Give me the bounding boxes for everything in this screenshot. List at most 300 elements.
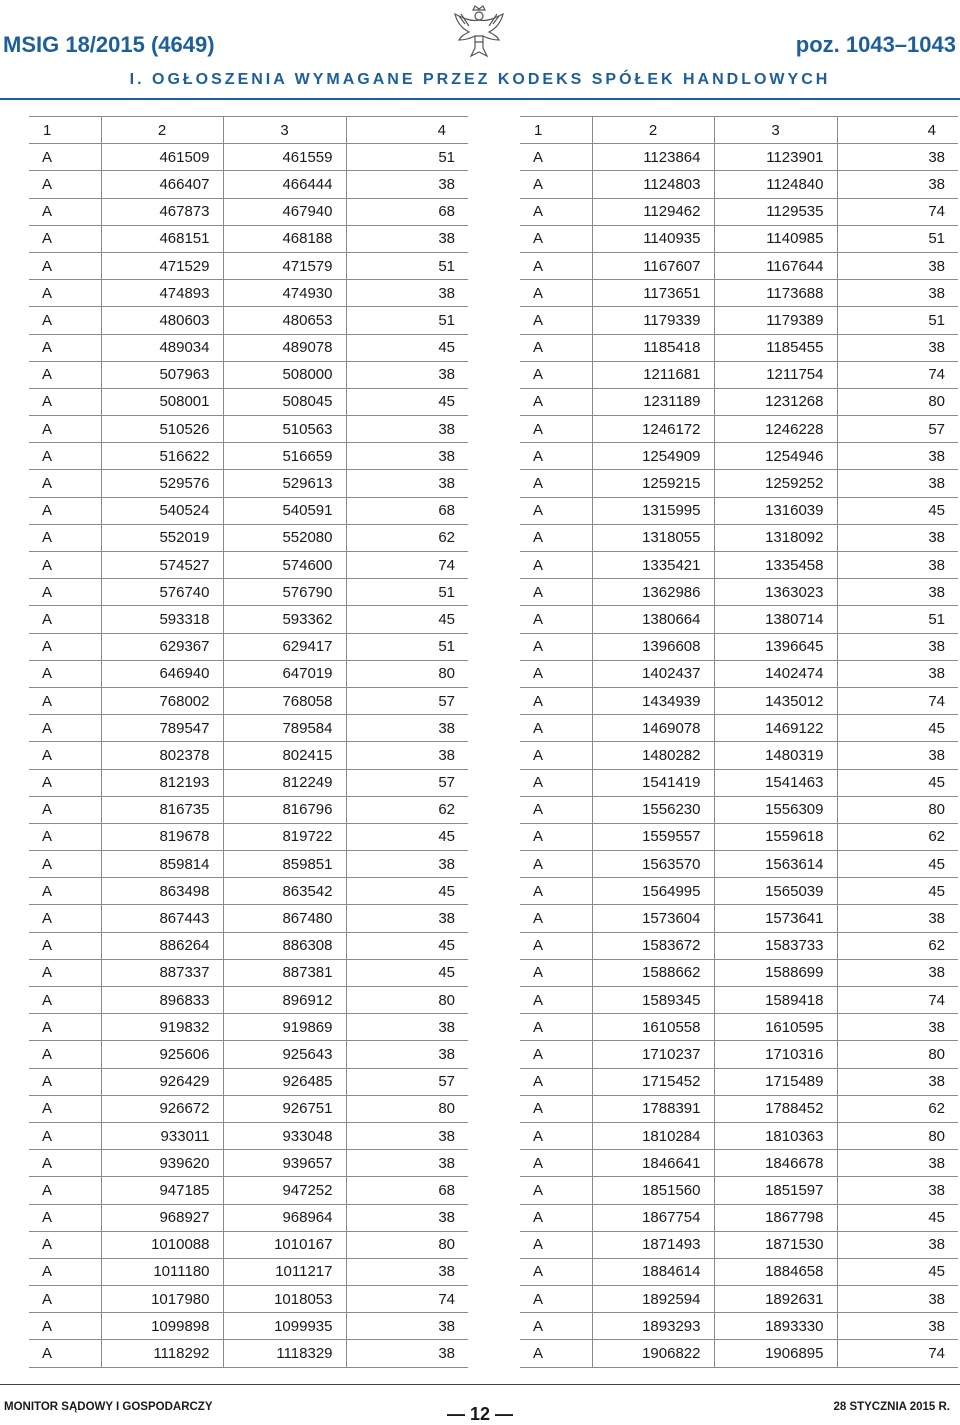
table-row bbox=[520, 823, 958, 850]
table-cell: 1173651 bbox=[592, 280, 714, 307]
table-cell: 1480319 bbox=[714, 742, 837, 769]
table-cell: 1140985 bbox=[714, 225, 837, 252]
table-cell: 45 bbox=[346, 959, 468, 986]
table-cell: A bbox=[520, 497, 592, 524]
table-row bbox=[520, 144, 958, 171]
table-cell: A bbox=[29, 660, 101, 687]
table-cell: 51 bbox=[837, 606, 958, 633]
share-table-left bbox=[29, 116, 468, 1368]
table-cell: A bbox=[520, 1313, 592, 1340]
table-cell: 45 bbox=[346, 823, 468, 850]
table-cell: A bbox=[520, 416, 592, 443]
table-cell: A bbox=[520, 225, 592, 252]
table-cell: 1231268 bbox=[714, 388, 837, 415]
table-cell: 1715489 bbox=[714, 1068, 837, 1095]
table-row bbox=[29, 1177, 468, 1204]
table-cell: A bbox=[520, 742, 592, 769]
table-row bbox=[29, 987, 468, 1014]
table-cell: 1884658 bbox=[714, 1258, 837, 1285]
table-cell: 489078 bbox=[223, 334, 346, 361]
table-cell: 1867798 bbox=[714, 1204, 837, 1231]
table-cell: A bbox=[29, 851, 101, 878]
table-cell: 68 bbox=[346, 497, 468, 524]
table-cell: 819722 bbox=[223, 823, 346, 850]
table-cell: 38 bbox=[837, 1150, 958, 1177]
table-cell: 576740 bbox=[101, 579, 223, 606]
table-cell: 45 bbox=[346, 606, 468, 633]
table-cell: 816735 bbox=[101, 796, 223, 823]
table-row bbox=[29, 1340, 468, 1367]
table-cell: 1179389 bbox=[714, 307, 837, 334]
table-row bbox=[520, 334, 958, 361]
table-row bbox=[520, 552, 958, 579]
table-cell: 507963 bbox=[101, 361, 223, 388]
table-cell: 45 bbox=[837, 497, 958, 524]
table-cell: 80 bbox=[346, 987, 468, 1014]
table-cell: 1589418 bbox=[714, 987, 837, 1014]
table-cell: A bbox=[29, 225, 101, 252]
table-cell: A bbox=[520, 823, 592, 850]
table-cell: 1573604 bbox=[592, 905, 714, 932]
table-cell: A bbox=[29, 878, 101, 905]
header-rule bbox=[0, 98, 960, 100]
table-cell: A bbox=[520, 1340, 592, 1367]
table-cell: A bbox=[29, 1095, 101, 1122]
table-cell: A bbox=[29, 796, 101, 823]
table-row bbox=[520, 878, 958, 905]
table-cell: 1185455 bbox=[714, 334, 837, 361]
table-cell: 1871493 bbox=[592, 1231, 714, 1258]
table-cell: 1541419 bbox=[592, 769, 714, 796]
table-row bbox=[29, 1204, 468, 1231]
table-cell: 38 bbox=[346, 470, 468, 497]
table-cell: 62 bbox=[837, 932, 958, 959]
table-cell: 51 bbox=[346, 144, 468, 171]
table-cell: 1469078 bbox=[592, 715, 714, 742]
table-cell: 62 bbox=[837, 1095, 958, 1122]
table-cell: 508001 bbox=[101, 388, 223, 415]
table-row bbox=[520, 416, 958, 443]
table-cell: 1396608 bbox=[592, 633, 714, 660]
table-cell: 45 bbox=[837, 878, 958, 905]
table-cell: 1362986 bbox=[592, 579, 714, 606]
table-cell: A bbox=[520, 361, 592, 388]
table-cell: 38 bbox=[837, 1313, 958, 1340]
table-cell: 38 bbox=[346, 171, 468, 198]
table-cell: 1884614 bbox=[592, 1258, 714, 1285]
table-cell: A bbox=[29, 280, 101, 307]
table-cell: 1588699 bbox=[714, 959, 837, 986]
table-row bbox=[520, 198, 958, 225]
table-cell: 51 bbox=[837, 225, 958, 252]
table-cell: A bbox=[520, 1122, 592, 1149]
table-cell: 1851597 bbox=[714, 1177, 837, 1204]
table-cell: 1246228 bbox=[714, 416, 837, 443]
table-cell: 57 bbox=[346, 1068, 468, 1095]
table-cell: A bbox=[29, 1340, 101, 1367]
table-cell: 80 bbox=[837, 388, 958, 415]
table-row bbox=[29, 1258, 468, 1285]
table-cell: 508045 bbox=[223, 388, 346, 415]
table-row bbox=[29, 796, 468, 823]
table-cell: 38 bbox=[837, 742, 958, 769]
table-cell: 38 bbox=[837, 552, 958, 579]
table-cell: A bbox=[29, 497, 101, 524]
table-row bbox=[520, 470, 958, 497]
table-cell: A bbox=[520, 334, 592, 361]
table-cell: 1480282 bbox=[592, 742, 714, 769]
table-cell: 38 bbox=[837, 443, 958, 470]
table-cell: A bbox=[29, 932, 101, 959]
table-cell: 1254946 bbox=[714, 443, 837, 470]
table-cell: 74 bbox=[837, 987, 958, 1014]
table-cell: 887337 bbox=[101, 959, 223, 986]
table-cell: A bbox=[29, 1122, 101, 1149]
table-cell: A bbox=[29, 1286, 101, 1313]
table-cell: A bbox=[29, 1313, 101, 1340]
table-cell: 540524 bbox=[101, 497, 223, 524]
table-cell: 1573641 bbox=[714, 905, 837, 932]
table-cell: 62 bbox=[346, 524, 468, 551]
column-header-4: 4 bbox=[346, 117, 468, 144]
table-cell: 510563 bbox=[223, 416, 346, 443]
table-cell: A bbox=[29, 1177, 101, 1204]
table-cell: 939620 bbox=[101, 1150, 223, 1177]
table-cell: 38 bbox=[346, 416, 468, 443]
table-cell: 466407 bbox=[101, 171, 223, 198]
table-cell: 57 bbox=[346, 769, 468, 796]
table-cell: 480653 bbox=[223, 307, 346, 334]
table-cell: 51 bbox=[346, 252, 468, 279]
table-cell: 471579 bbox=[223, 252, 346, 279]
table-cell: 1563570 bbox=[592, 851, 714, 878]
table-cell: 926429 bbox=[101, 1068, 223, 1095]
table-cell: A bbox=[29, 579, 101, 606]
table-cell: 1788391 bbox=[592, 1095, 714, 1122]
table-row bbox=[520, 987, 958, 1014]
table-cell: A bbox=[29, 144, 101, 171]
table-cell: A bbox=[520, 851, 592, 878]
table-row bbox=[520, 851, 958, 878]
table-cell: A bbox=[29, 687, 101, 714]
table-cell: 468151 bbox=[101, 225, 223, 252]
table-cell: 1211681 bbox=[592, 361, 714, 388]
table-cell: 38 bbox=[837, 524, 958, 551]
table-cell: 1715452 bbox=[592, 1068, 714, 1095]
table-cell: 38 bbox=[346, 1204, 468, 1231]
table-cell: 593318 bbox=[101, 606, 223, 633]
table-cell: 1140935 bbox=[592, 225, 714, 252]
table-cell: 74 bbox=[837, 1340, 958, 1367]
table-row bbox=[520, 1340, 958, 1367]
table-row bbox=[520, 1150, 958, 1177]
table-row bbox=[520, 1068, 958, 1095]
table-cell: A bbox=[29, 959, 101, 986]
table-cell: 80 bbox=[837, 796, 958, 823]
table-cell: 896833 bbox=[101, 987, 223, 1014]
table-cell: A bbox=[520, 252, 592, 279]
table-cell: A bbox=[29, 742, 101, 769]
table-cell: 467940 bbox=[223, 198, 346, 225]
table-cell: 38 bbox=[346, 225, 468, 252]
table-cell: A bbox=[520, 987, 592, 1014]
table-cell: 947252 bbox=[223, 1177, 346, 1204]
table-row bbox=[29, 361, 468, 388]
table-row bbox=[520, 959, 958, 986]
table-cell: 80 bbox=[346, 1095, 468, 1122]
table-cell: 1564995 bbox=[592, 878, 714, 905]
table-cell: 489034 bbox=[101, 334, 223, 361]
table-cell: 1710237 bbox=[592, 1041, 714, 1068]
table-cell: A bbox=[29, 769, 101, 796]
table-row bbox=[29, 334, 468, 361]
table-cell: 38 bbox=[837, 660, 958, 687]
table-cell: 1846678 bbox=[714, 1150, 837, 1177]
table-cell: 812249 bbox=[223, 769, 346, 796]
table-cell: A bbox=[29, 1014, 101, 1041]
table-cell: 1099898 bbox=[101, 1313, 223, 1340]
table-cell: 552080 bbox=[223, 524, 346, 551]
table-row bbox=[29, 1041, 468, 1068]
table-cell: 1541463 bbox=[714, 769, 837, 796]
table-cell: 45 bbox=[837, 715, 958, 742]
table-cell: 1893293 bbox=[592, 1313, 714, 1340]
table-row bbox=[29, 552, 468, 579]
table-cell: 925606 bbox=[101, 1041, 223, 1068]
table-row bbox=[29, 388, 468, 415]
table-row bbox=[520, 1014, 958, 1041]
table-row bbox=[29, 823, 468, 850]
table-row bbox=[520, 497, 958, 524]
table-cell: 510526 bbox=[101, 416, 223, 443]
table-cell: A bbox=[29, 524, 101, 551]
table-row bbox=[520, 1177, 958, 1204]
table-cell: 1810363 bbox=[714, 1122, 837, 1149]
table-cell: A bbox=[520, 1095, 592, 1122]
table-cell: 51 bbox=[346, 307, 468, 334]
table-cell: A bbox=[520, 388, 592, 415]
table-cell: 51 bbox=[837, 307, 958, 334]
table-cell: 1123864 bbox=[592, 144, 714, 171]
table-row bbox=[29, 524, 468, 551]
table-cell: A bbox=[520, 687, 592, 714]
table-row bbox=[29, 416, 468, 443]
table-cell: A bbox=[520, 715, 592, 742]
column-header-2: 2 bbox=[592, 117, 714, 144]
table-cell: 38 bbox=[837, 1231, 958, 1258]
table-cell: 1583733 bbox=[714, 932, 837, 959]
table-cell: 38 bbox=[837, 171, 958, 198]
table-cell: 38 bbox=[837, 579, 958, 606]
section-title: I. OGŁOSZENIA WYMAGANE PRZEZ KODEKS SPÓŁEK HANDLOWYCH bbox=[129, 71, 831, 88]
table-cell: 468188 bbox=[223, 225, 346, 252]
table-cell: 1871530 bbox=[714, 1231, 837, 1258]
table-cell: A bbox=[520, 1258, 592, 1285]
table-cell: A bbox=[520, 606, 592, 633]
share-table-right bbox=[520, 116, 958, 1368]
table-cell: 80 bbox=[346, 660, 468, 687]
table-row bbox=[520, 1231, 958, 1258]
table-cell: 38 bbox=[346, 1258, 468, 1285]
table-cell: 38 bbox=[837, 1286, 958, 1313]
table-cell: 38 bbox=[346, 715, 468, 742]
table-cell: 1118329 bbox=[223, 1340, 346, 1367]
table-cell: 1017980 bbox=[101, 1286, 223, 1313]
table-row bbox=[29, 1014, 468, 1041]
table-cell: 1318055 bbox=[592, 524, 714, 551]
table-cell: 80 bbox=[837, 1041, 958, 1068]
table-header-row bbox=[29, 117, 468, 144]
table-row bbox=[29, 1150, 468, 1177]
table-cell: 38 bbox=[346, 1122, 468, 1149]
table-cell: A bbox=[520, 878, 592, 905]
table-cell: 576790 bbox=[223, 579, 346, 606]
table-row bbox=[29, 280, 468, 307]
table-cell: 51 bbox=[346, 633, 468, 660]
table-cell: A bbox=[29, 606, 101, 633]
table-cell: A bbox=[29, 823, 101, 850]
table-cell: 38 bbox=[346, 1041, 468, 1068]
table-cell: 1710316 bbox=[714, 1041, 837, 1068]
table-cell: 1123901 bbox=[714, 144, 837, 171]
column-header-3: 3 bbox=[714, 117, 837, 144]
table-cell: A bbox=[520, 470, 592, 497]
table-row bbox=[520, 225, 958, 252]
table-cell: 933048 bbox=[223, 1122, 346, 1149]
table-cell: A bbox=[520, 796, 592, 823]
table-cell: 1402437 bbox=[592, 660, 714, 687]
table-cell: 1469122 bbox=[714, 715, 837, 742]
table-cell: 474893 bbox=[101, 280, 223, 307]
table-cell: 867443 bbox=[101, 905, 223, 932]
table-cell: 926751 bbox=[223, 1095, 346, 1122]
table-cell: 819678 bbox=[101, 823, 223, 850]
table-cell: A bbox=[520, 959, 592, 986]
table-row bbox=[520, 171, 958, 198]
table-cell: A bbox=[520, 1150, 592, 1177]
table-cell: 45 bbox=[837, 851, 958, 878]
table-cell: 859814 bbox=[101, 851, 223, 878]
table-cell: A bbox=[29, 361, 101, 388]
table-row bbox=[29, 470, 468, 497]
table-cell: 38 bbox=[346, 1313, 468, 1340]
table-cell: 552019 bbox=[101, 524, 223, 551]
table-cell: A bbox=[29, 633, 101, 660]
table-row bbox=[29, 252, 468, 279]
table-cell: 919832 bbox=[101, 1014, 223, 1041]
table-cell: 45 bbox=[837, 1204, 958, 1231]
footer-rule bbox=[0, 1384, 960, 1385]
footer-publisher: MONITOR SĄDOWY I GOSPODARCZY bbox=[4, 1401, 213, 1413]
table-cell: 38 bbox=[346, 443, 468, 470]
table-cell: 68 bbox=[346, 1177, 468, 1204]
table-cell: 38 bbox=[837, 470, 958, 497]
table-cell: A bbox=[520, 443, 592, 470]
table-cell: 466444 bbox=[223, 171, 346, 198]
table-cell: 1185418 bbox=[592, 334, 714, 361]
table-cell: 1129535 bbox=[714, 198, 837, 225]
table-row bbox=[520, 687, 958, 714]
table-row bbox=[520, 1258, 958, 1285]
table-cell: A bbox=[29, 252, 101, 279]
table-cell: 480603 bbox=[101, 307, 223, 334]
table-cell: 38 bbox=[837, 633, 958, 660]
table-cell: 1335458 bbox=[714, 552, 837, 579]
table-cell: A bbox=[520, 552, 592, 579]
table-cell: 1124840 bbox=[714, 171, 837, 198]
table-cell: 886308 bbox=[223, 932, 346, 959]
table-cell: 68 bbox=[346, 198, 468, 225]
table-row bbox=[29, 198, 468, 225]
table-cell: 816796 bbox=[223, 796, 346, 823]
table-cell: 38 bbox=[837, 280, 958, 307]
table-cell: 38 bbox=[837, 959, 958, 986]
table-row bbox=[520, 1041, 958, 1068]
table-cell: 939657 bbox=[223, 1150, 346, 1177]
table-cell: 57 bbox=[346, 687, 468, 714]
table-cell: A bbox=[520, 1204, 592, 1231]
table-row bbox=[29, 715, 468, 742]
table-cell: 1179339 bbox=[592, 307, 714, 334]
table-row bbox=[520, 633, 958, 660]
table-row bbox=[29, 1095, 468, 1122]
table-cell: A bbox=[29, 1258, 101, 1285]
table-row bbox=[520, 932, 958, 959]
table-cell: 516659 bbox=[223, 443, 346, 470]
table-cell: 1129462 bbox=[592, 198, 714, 225]
table-row bbox=[520, 579, 958, 606]
table-cell: 45 bbox=[346, 878, 468, 905]
table-cell: 1018053 bbox=[223, 1286, 346, 1313]
table-row bbox=[520, 307, 958, 334]
table-cell: 45 bbox=[837, 1258, 958, 1285]
table-row bbox=[520, 905, 958, 932]
table-cell: 812193 bbox=[101, 769, 223, 796]
table-cell: A bbox=[520, 1177, 592, 1204]
table-cell: 38 bbox=[837, 252, 958, 279]
table-row bbox=[29, 307, 468, 334]
table-cell: 38 bbox=[837, 144, 958, 171]
table-cell: A bbox=[520, 524, 592, 551]
table-row bbox=[520, 1122, 958, 1149]
table-cell: 925643 bbox=[223, 1041, 346, 1068]
table-cell: 38 bbox=[837, 1068, 958, 1095]
table-cell: 1259215 bbox=[592, 470, 714, 497]
table-cell: A bbox=[29, 388, 101, 415]
table-row bbox=[29, 144, 468, 171]
table-cell: 1380714 bbox=[714, 606, 837, 633]
table-row bbox=[520, 1313, 958, 1340]
table-cell: A bbox=[29, 443, 101, 470]
table-cell: 859851 bbox=[223, 851, 346, 878]
table-cell: 886264 bbox=[101, 932, 223, 959]
table-cell: A bbox=[520, 171, 592, 198]
table-row bbox=[29, 497, 468, 524]
table-cell: 1316039 bbox=[714, 497, 837, 524]
table-row bbox=[520, 769, 958, 796]
table-cell: 74 bbox=[346, 1286, 468, 1313]
table-row bbox=[29, 742, 468, 769]
table-cell: 1435012 bbox=[714, 687, 837, 714]
table-cell: 1211754 bbox=[714, 361, 837, 388]
table-cell: A bbox=[29, 1204, 101, 1231]
table-cell: 1173688 bbox=[714, 280, 837, 307]
table-row bbox=[520, 252, 958, 279]
column-header-2: 2 bbox=[101, 117, 223, 144]
table-cell: A bbox=[520, 198, 592, 225]
table-cell: 516622 bbox=[101, 443, 223, 470]
table-cell: 51 bbox=[346, 579, 468, 606]
